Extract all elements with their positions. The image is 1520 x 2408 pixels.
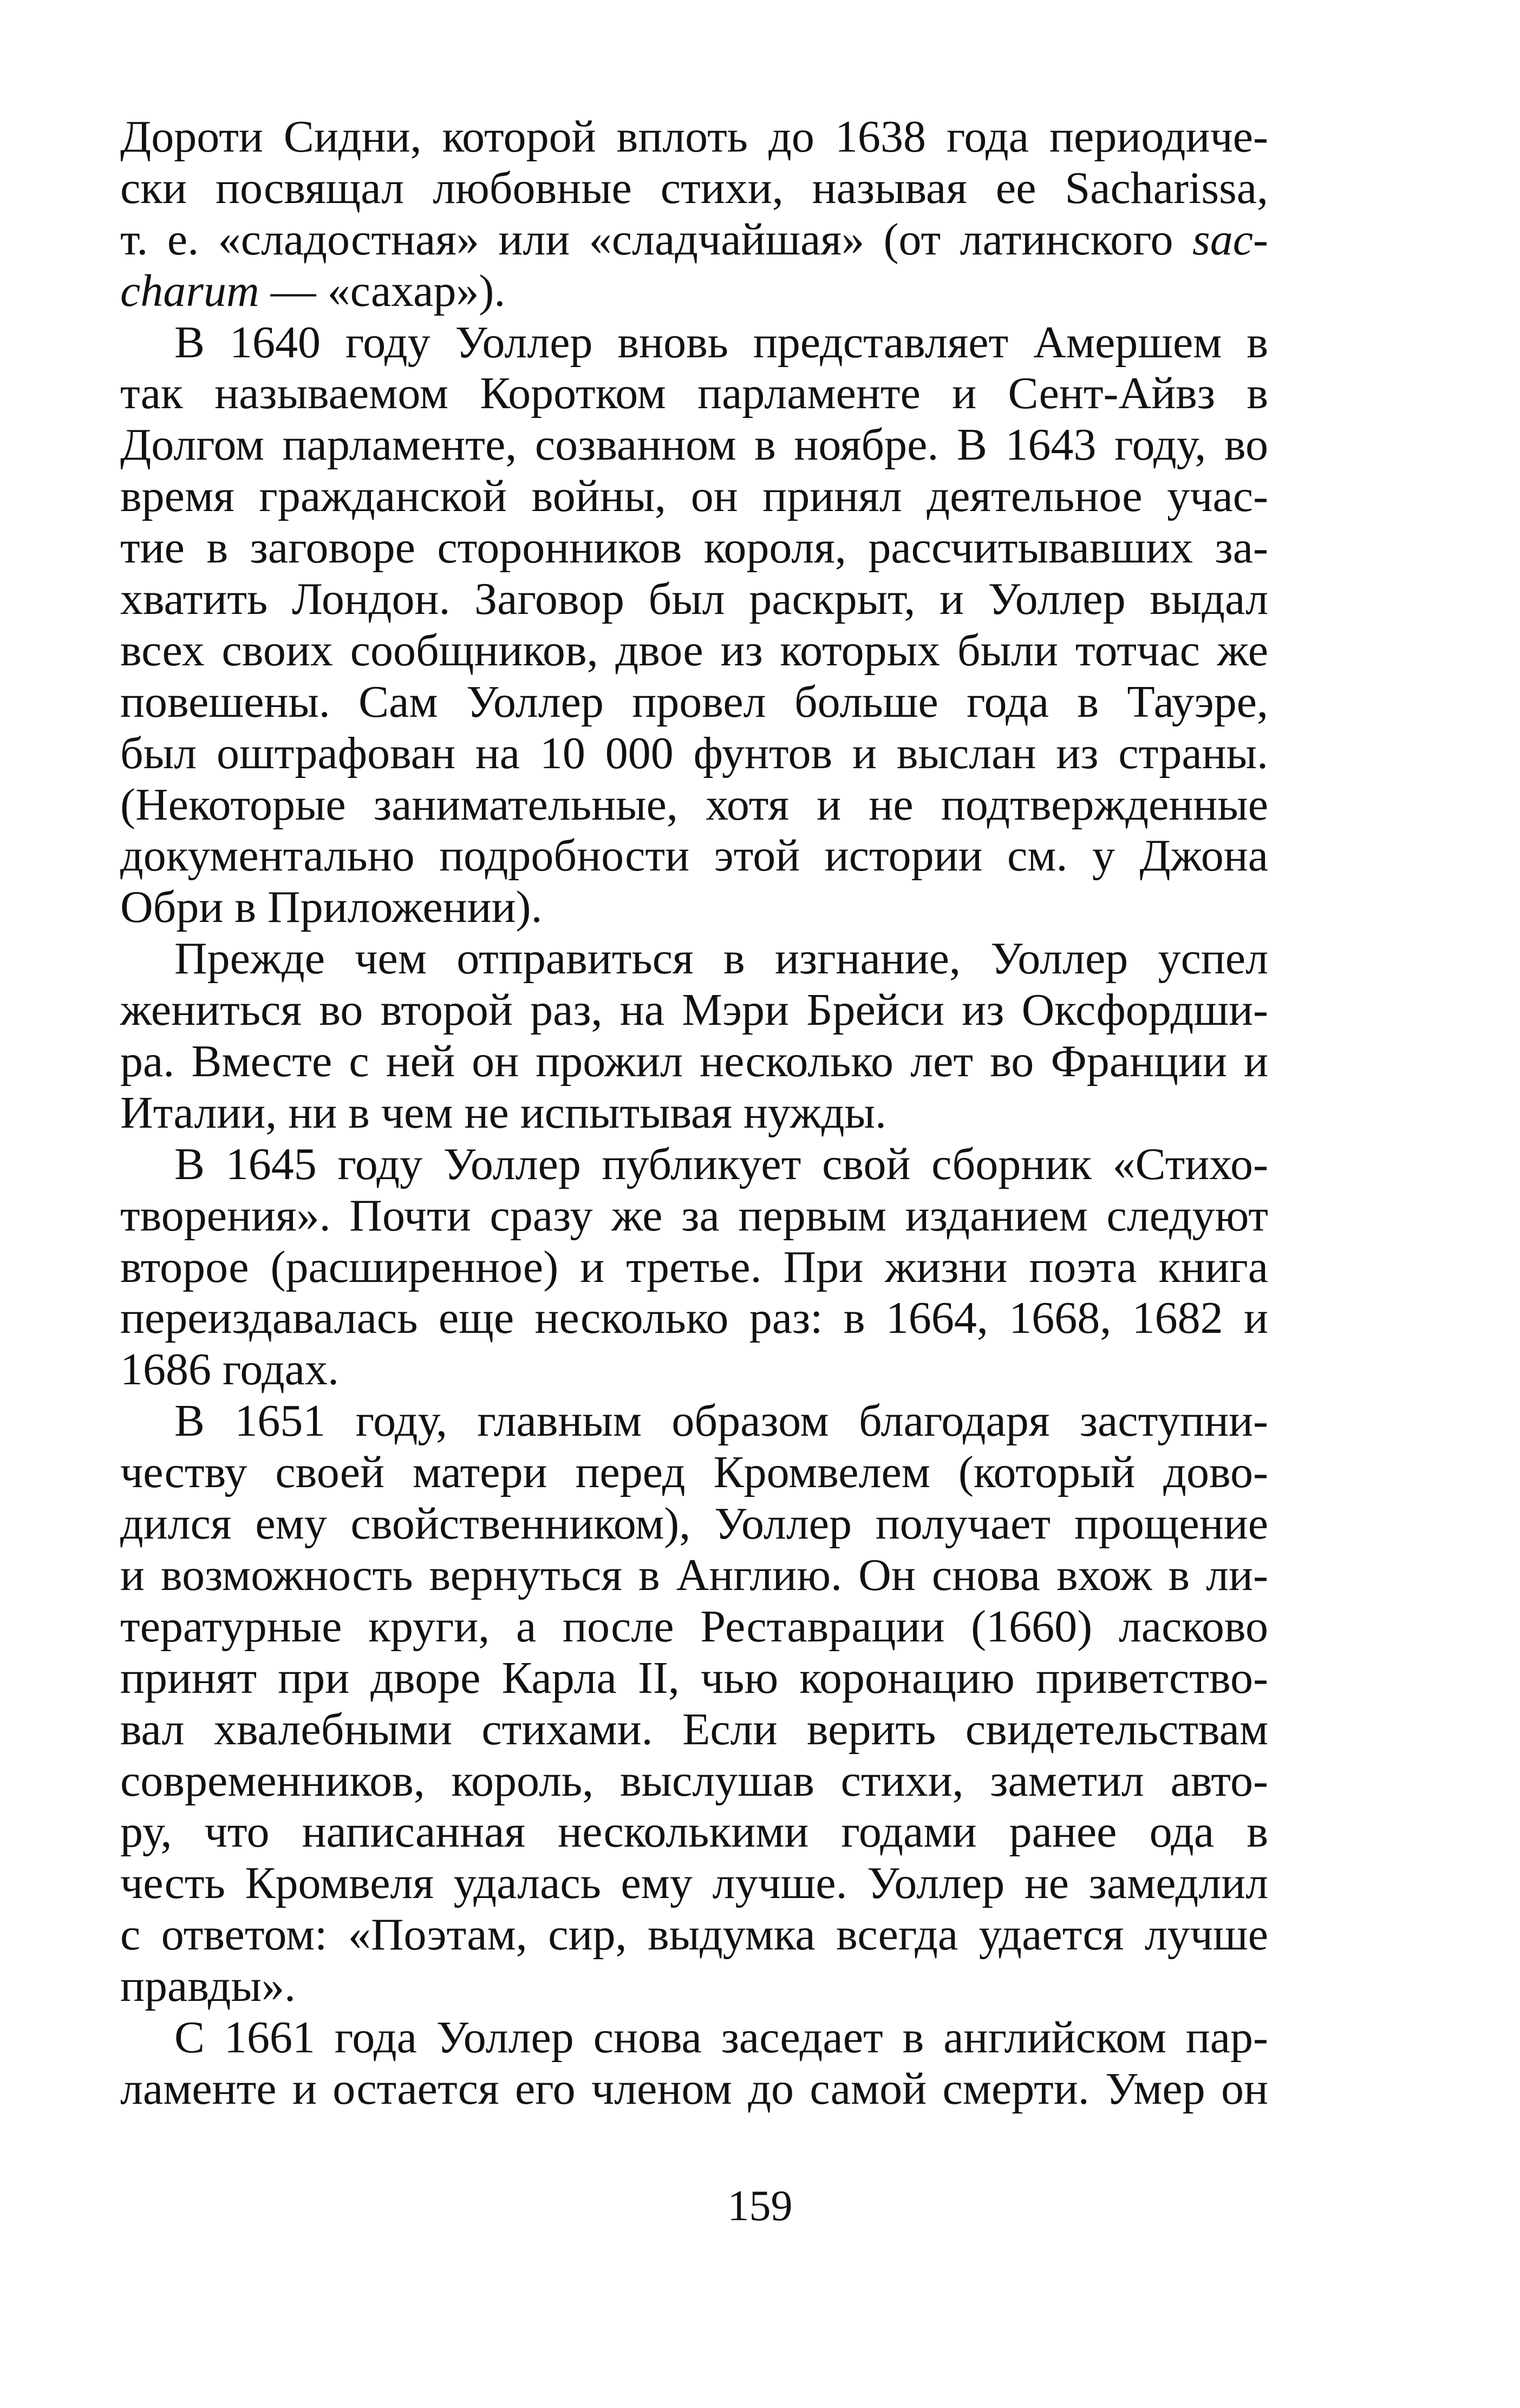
text-line: время гражданской войны, он принял деятельное учас- xyxy=(120,471,1268,522)
text-fragment: т. е. «сладостная» или «сладчайшая» (от латинского xyxy=(120,214,1193,265)
paragraph-first-line: С 1661 года Уоллер снова заседает в английском пар- xyxy=(174,2012,1268,2063)
text-line: был оштрафован на 10 000 фунтов и выслан из страны. xyxy=(120,728,1268,778)
text-line: принят при дворе Карла II, чью коронацию приветство- xyxy=(120,1652,1268,1703)
text-line: Долгом парламенте, созванном в ноябре. В 1643 году, во xyxy=(120,420,1268,470)
text-line: всех своих сообщников, двое из которых были тотчас же xyxy=(120,625,1268,676)
text-line: и возможность вернуться в Англию. Он снова вхож в ли- xyxy=(120,1549,1268,1600)
text-line: ски посвящал любовные стихи, называя ее Sacharissa, xyxy=(120,162,1268,213)
text-line: ламенте и остается его членом до самой смерти. Умер он xyxy=(120,2063,1268,2114)
text-line: Дороти Сидни, которой вплоть до 1638 года периодиче- xyxy=(120,112,1268,162)
text-line: документально подробности этой истории см. у Джона xyxy=(120,830,1268,881)
text-line: правды». xyxy=(120,1961,296,2012)
text-line: хватить Лондон. Заговор был раскрыт, и Уоллер выдал xyxy=(120,574,1268,625)
text-line: так называемом Коротком парламенте и Сент-Айвз в xyxy=(120,368,1268,419)
text-line: дился ему свойственником), Уоллер получает прощение xyxy=(120,1499,1268,1549)
text-line: Обри в Приложении). xyxy=(120,882,543,933)
text-line: повешены. Сам Уоллер провел больше года в Тауэре, xyxy=(120,676,1268,727)
text-fragment: — «сахар»). xyxy=(259,265,506,316)
text-line: современников, король, выслушав стихи, заметил авто- xyxy=(120,1755,1268,1806)
text-line: второе (расширенное) и третье. При жизни поэта книга xyxy=(120,1241,1268,1292)
text-line: вал хвалебными стихами. Если верить свидетельствам xyxy=(120,1704,1268,1755)
text-line xyxy=(120,214,1268,266)
text-line: с ответом: «Поэтам, сир, выдумка всегда удается лучше xyxy=(120,1909,1268,1960)
text-line xyxy=(120,266,1268,317)
text-line: (Некоторые занимательные, хотя и не подтвержденные xyxy=(120,779,1268,830)
text-line: честь Кромвеля удалась ему лучше. Уоллер не замедлил xyxy=(120,1858,1268,1909)
paragraph-first-line: В 1645 году Уоллер публикует свой сборник «Стихо- xyxy=(174,1138,1268,1189)
text-line: переиздавалась еще несколько раз: в 1664, 1668, 1682 и xyxy=(120,1293,1268,1344)
italic-word: charum xyxy=(120,265,259,316)
text-line: тие в заговоре сторонников короля, рассчитывавших за- xyxy=(120,522,1268,573)
body-text xyxy=(120,112,1268,2115)
text-line: ра. Вместе с ней он прожил несколько лет во Франции и xyxy=(120,1036,1268,1087)
paragraph-first-line: В 1640 году Уоллер вновь представляет Амершем в xyxy=(174,317,1268,368)
page-number: 159 xyxy=(727,2182,793,2230)
text-line: жениться во второй раз, на Мэри Брейси из Оксфордши- xyxy=(120,985,1268,1036)
text-line: 1686 годах. xyxy=(120,1344,339,1395)
paragraph-first-line: В 1651 году, главным образом благодаря заступни- xyxy=(174,1396,1268,1447)
text-line: тературные круги, а после Реставрации (1660) ласково xyxy=(120,1601,1268,1652)
text-line: честву своей матери перед Кромвелем (который дово- xyxy=(120,1447,1268,1498)
text-line: творения». Почти сразу же за первым изданием следуют xyxy=(120,1190,1268,1241)
text-line: ру, что написанная несколькими годами ранее ода в xyxy=(120,1807,1268,1857)
paragraph-first-line: Прежде чем отправиться в изгнание, Уоллер успел xyxy=(174,933,1268,984)
text-line: Италии, ни в чем не испытывая нужды. xyxy=(120,1087,887,1138)
italic-word: sac- xyxy=(1192,214,1268,265)
